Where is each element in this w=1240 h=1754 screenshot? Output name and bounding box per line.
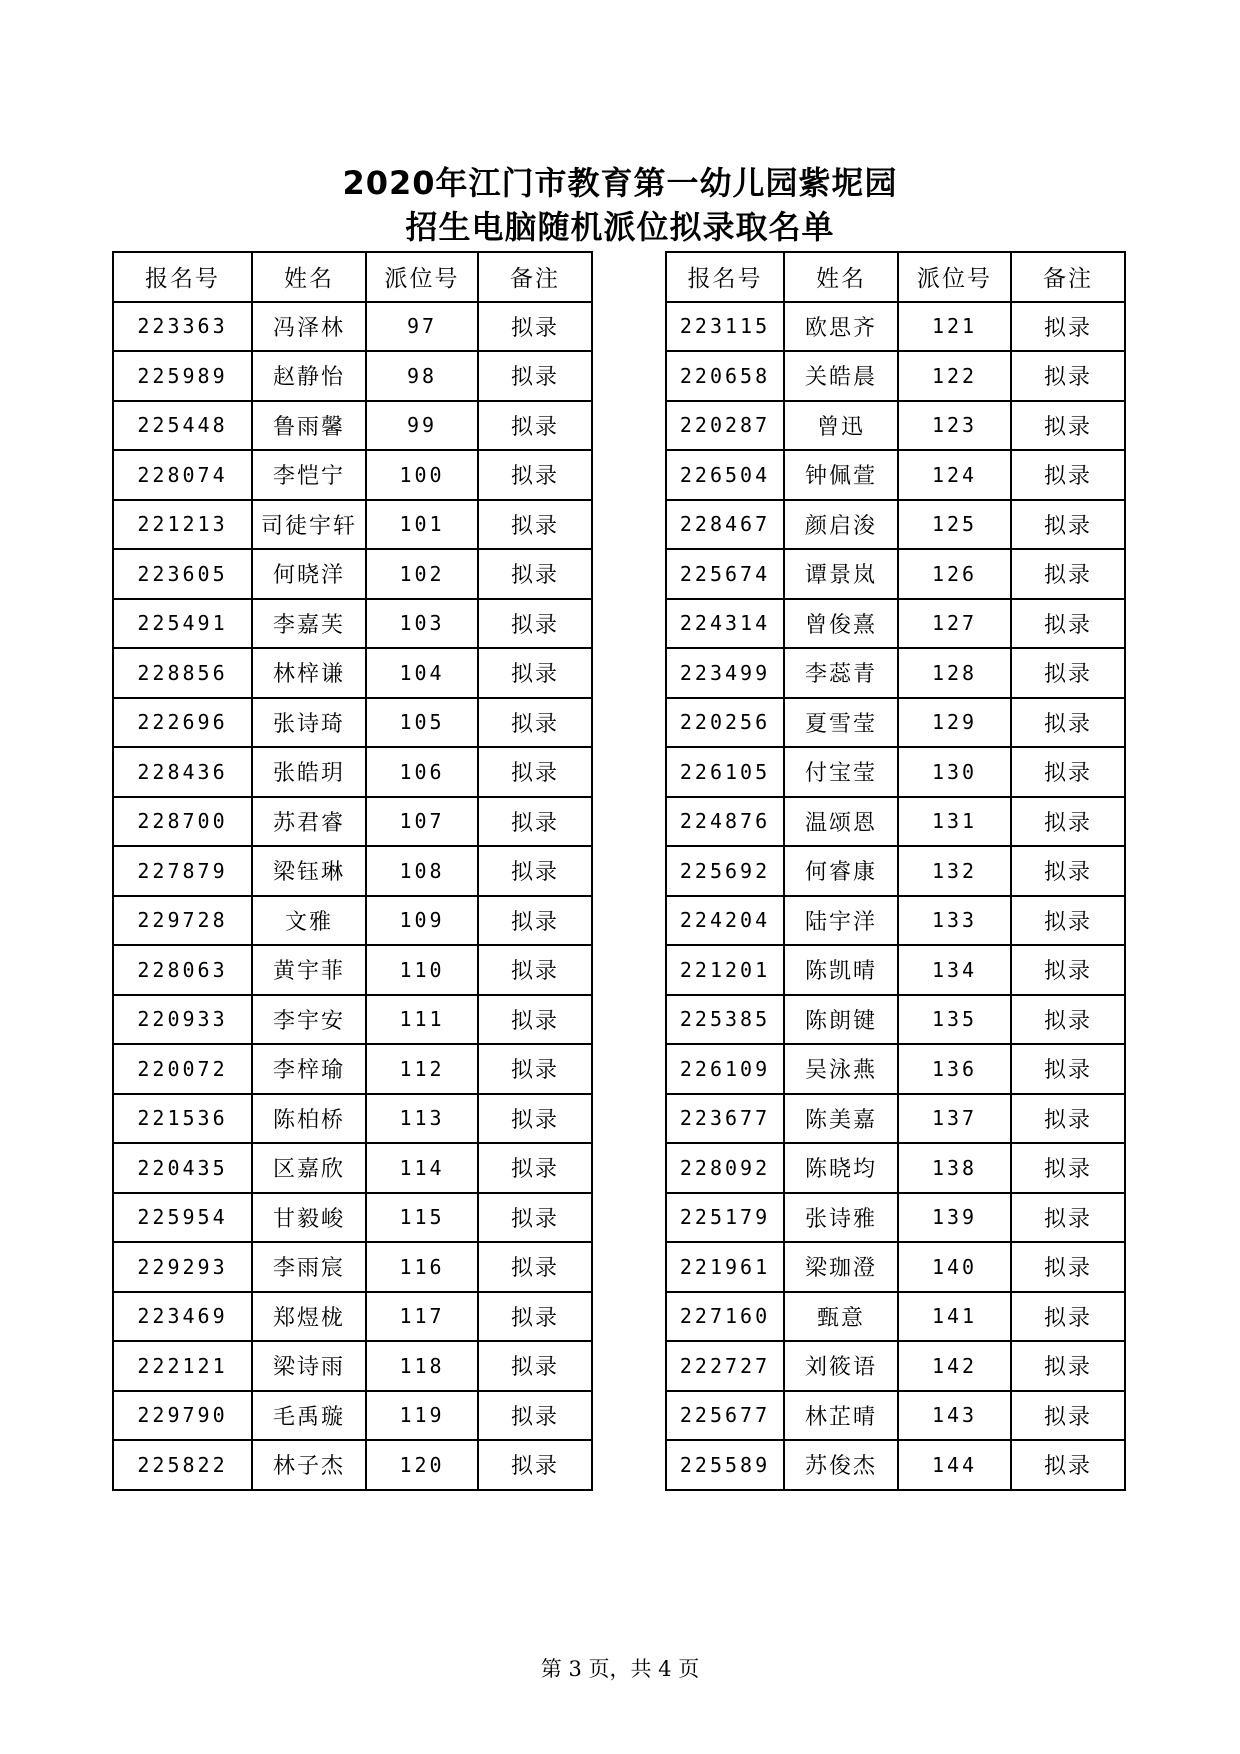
remark-cell: 拟录 (1011, 995, 1125, 1045)
name-cell: 梁珈澄 (784, 1242, 898, 1292)
table-row (113, 698, 592, 748)
registration-no-cell: 229728 (113, 896, 252, 946)
registration-no-cell: 226105 (666, 747, 784, 797)
remark-cell: 拟录 (1011, 1242, 1125, 1292)
registration-no-cell: 224876 (666, 797, 784, 847)
registration-no-cell: 223469 (113, 1292, 252, 1342)
remark-cell: 拟录 (1011, 599, 1125, 649)
remark-cell: 拟录 (478, 450, 592, 500)
lottery-no-cell: 118 (366, 1341, 478, 1391)
registration-no-cell: 220658 (666, 351, 784, 401)
registration-no-cell: 220435 (113, 1143, 252, 1193)
lottery-no-cell: 120 (366, 1440, 478, 1490)
name-cell: 陆宇洋 (784, 896, 898, 946)
registration-no-cell: 223363 (113, 302, 252, 352)
registration-no-cell: 223115 (666, 302, 784, 352)
lottery-no-cell: 110 (366, 945, 478, 995)
registration-no-cell: 225989 (113, 351, 252, 401)
table-row (113, 1143, 592, 1193)
remark-cell: 拟录 (478, 549, 592, 599)
lottery-no-cell: 132 (898, 846, 1011, 896)
name-cell: 毛禹璇 (252, 1391, 366, 1441)
name-cell: 林芷晴 (784, 1391, 898, 1441)
registration-no-cell: 224204 (666, 896, 784, 946)
remark-cell: 拟录 (1011, 401, 1125, 451)
lottery-no-cell: 122 (898, 351, 1011, 401)
remark-cell: 拟录 (1011, 1292, 1125, 1342)
lottery-no-cell: 99 (366, 401, 478, 451)
table-row (113, 500, 592, 550)
name-cell: 鲁雨馨 (252, 401, 366, 451)
remark-cell: 拟录 (1011, 747, 1125, 797)
table-row (113, 1440, 592, 1490)
name-cell: 谭景岚 (784, 549, 898, 599)
name-cell: 林子杰 (252, 1440, 366, 1490)
lottery-no-cell: 140 (898, 1242, 1011, 1292)
name-cell: 司徒宇轩 (252, 500, 366, 550)
table-row (113, 1292, 592, 1342)
lottery-no-cell: 142 (898, 1341, 1011, 1391)
name-cell: 李梓瑜 (252, 1044, 366, 1094)
lottery-no-cell: 115 (366, 1193, 478, 1243)
table-row (113, 1391, 592, 1441)
remark-cell: 拟录 (1011, 549, 1125, 599)
name-cell: 温颂恩 (784, 797, 898, 847)
page-footer: 第 3 页，共 4 页 (540, 1657, 700, 1681)
registration-no-cell: 229790 (113, 1391, 252, 1441)
remark-cell: 拟录 (1011, 1143, 1125, 1193)
remark-cell: 拟录 (1011, 797, 1125, 847)
remark-cell: 拟录 (1011, 351, 1125, 401)
registration-no-cell: 225674 (666, 549, 784, 599)
name-cell: 何晓洋 (252, 549, 366, 599)
remark-cell: 拟录 (478, 1341, 592, 1391)
remark-cell: 拟录 (478, 401, 592, 451)
table-row (666, 450, 1125, 500)
registration-no-cell: 225385 (666, 995, 784, 1045)
registration-no-cell: 225822 (113, 1440, 252, 1490)
registration-no-cell: 222696 (113, 698, 252, 748)
remark-cell: 拟录 (478, 846, 592, 896)
table-row (113, 1341, 592, 1391)
registration-no-cell: 228700 (113, 797, 252, 847)
table-row (666, 599, 1125, 649)
table-row (666, 648, 1125, 698)
name-cell: 冯泽林 (252, 302, 366, 352)
table-row (666, 896, 1125, 946)
page-title-line1: 2020年江门市教育第一幼儿园紫坭园 (342, 164, 898, 202)
remark-cell: 拟录 (478, 302, 592, 352)
table-row (113, 351, 592, 401)
registration-no-cell: 221201 (666, 945, 784, 995)
table-row (666, 1391, 1125, 1441)
registration-no-cell: 224314 (666, 599, 784, 649)
lottery-no-cell: 100 (366, 450, 478, 500)
table-row (113, 401, 592, 451)
table-row (666, 1341, 1125, 1391)
lottery-no-cell: 112 (366, 1044, 478, 1094)
lottery-no-cell: 108 (366, 846, 478, 896)
lottery-no-cell: 109 (366, 896, 478, 946)
registration-no-cell: 225179 (666, 1193, 784, 1243)
name-cell: 吴泳燕 (784, 1044, 898, 1094)
lottery-no-cell: 129 (898, 698, 1011, 748)
table-row (666, 846, 1125, 896)
name-cell: 曾俊熹 (784, 599, 898, 649)
lottery-no-cell: 138 (898, 1143, 1011, 1193)
lottery-no-cell: 128 (898, 648, 1011, 698)
table-row (113, 648, 592, 698)
name-cell: 陈凯晴 (784, 945, 898, 995)
lottery-no-cell: 103 (366, 599, 478, 649)
lottery-no-cell: 127 (898, 599, 1011, 649)
table-row (113, 302, 592, 352)
remark-cell: 拟录 (478, 1094, 592, 1144)
remark-cell: 拟录 (1011, 450, 1125, 500)
header-lottery-no: 派位号 (366, 252, 478, 302)
registration-no-cell: 225491 (113, 599, 252, 649)
registration-no-cell: 229293 (113, 1242, 252, 1292)
table-row (666, 1143, 1125, 1193)
remark-cell: 拟录 (1011, 945, 1125, 995)
lottery-no-cell: 105 (366, 698, 478, 748)
name-cell: 甄意 (784, 1292, 898, 1342)
name-cell: 李蕊青 (784, 648, 898, 698)
registration-no-cell: 223499 (666, 648, 784, 698)
lottery-no-cell: 130 (898, 747, 1011, 797)
lottery-no-cell: 97 (366, 302, 478, 352)
table-row (666, 351, 1125, 401)
remark-cell: 拟录 (478, 1242, 592, 1292)
name-cell: 黄宇菲 (252, 945, 366, 995)
remark-cell: 拟录 (478, 1391, 592, 1441)
table-row (666, 1193, 1125, 1243)
header-registration-no: 报名号 (113, 252, 252, 302)
remark-cell: 拟录 (478, 1044, 592, 1094)
remark-cell: 拟录 (478, 995, 592, 1045)
header-name: 姓名 (252, 252, 366, 302)
registration-no-cell: 221961 (666, 1242, 784, 1292)
lottery-no-cell: 117 (366, 1292, 478, 1342)
name-cell: 苏君睿 (252, 797, 366, 847)
table-row (666, 995, 1125, 1045)
remark-cell: 拟录 (1011, 1094, 1125, 1144)
lottery-no-cell: 114 (366, 1143, 478, 1193)
remark-cell: 拟录 (1011, 1341, 1125, 1391)
table-row (666, 302, 1125, 352)
lottery-no-cell: 98 (366, 351, 478, 401)
table-row (666, 401, 1125, 451)
lottery-no-cell: 107 (366, 797, 478, 847)
lottery-no-cell: 101 (366, 500, 478, 550)
lottery-no-cell: 136 (898, 1044, 1011, 1094)
lottery-no-cell: 144 (898, 1440, 1011, 1490)
registration-no-cell: 227160 (666, 1292, 784, 1342)
name-cell: 梁诗雨 (252, 1341, 366, 1391)
name-cell: 李恺宁 (252, 450, 366, 500)
name-cell: 陈晓均 (784, 1143, 898, 1193)
registration-no-cell: 228074 (113, 450, 252, 500)
header-remark: 备注 (478, 252, 592, 302)
lottery-no-cell: 106 (366, 747, 478, 797)
table-row (666, 945, 1125, 995)
lottery-no-cell: 125 (898, 500, 1011, 550)
registration-no-cell: 222727 (666, 1341, 784, 1391)
header-name: 姓名 (784, 252, 898, 302)
table-row (113, 450, 592, 500)
header-remark: 备注 (1011, 252, 1125, 302)
remark-cell: 拟录 (1011, 698, 1125, 748)
registration-no-cell: 222121 (113, 1341, 252, 1391)
table-row (113, 1193, 592, 1243)
remark-cell: 拟录 (1011, 1440, 1125, 1490)
remark-cell: 拟录 (478, 1292, 592, 1342)
lottery-no-cell: 116 (366, 1242, 478, 1292)
registration-no-cell: 228092 (666, 1143, 784, 1193)
remark-cell: 拟录 (478, 747, 592, 797)
right-admission-table (665, 251, 1126, 1491)
remark-cell: 拟录 (478, 648, 592, 698)
remark-cell: 拟录 (1011, 896, 1125, 946)
table-row (666, 1242, 1125, 1292)
name-cell: 张皓玥 (252, 747, 366, 797)
name-cell: 张诗琦 (252, 698, 366, 748)
table-row (666, 1044, 1125, 1094)
lottery-no-cell: 131 (898, 797, 1011, 847)
name-cell: 付宝莹 (784, 747, 898, 797)
registration-no-cell: 225677 (666, 1391, 784, 1441)
table-row (666, 500, 1125, 550)
table-header-row (113, 252, 592, 302)
header-lottery-no: 派位号 (898, 252, 1011, 302)
remark-cell: 拟录 (478, 1143, 592, 1193)
table-row (666, 698, 1125, 748)
registration-no-cell: 228063 (113, 945, 252, 995)
name-cell: 陈柏桥 (252, 1094, 366, 1144)
name-cell: 夏雪莹 (784, 698, 898, 748)
registration-no-cell: 223605 (113, 549, 252, 599)
table-row (666, 797, 1125, 847)
registration-no-cell: 226109 (666, 1044, 784, 1094)
registration-no-cell: 225692 (666, 846, 784, 896)
table-row (666, 549, 1125, 599)
remark-cell: 拟录 (1011, 648, 1125, 698)
table-row (113, 797, 592, 847)
registration-no-cell: 221536 (113, 1094, 252, 1144)
name-cell: 梁钰琳 (252, 846, 366, 896)
name-cell: 甘毅峻 (252, 1193, 366, 1243)
remark-cell: 拟录 (478, 945, 592, 995)
table-header-row (666, 252, 1125, 302)
remark-cell: 拟录 (1011, 1193, 1125, 1243)
name-cell: 文雅 (252, 896, 366, 946)
table-row (113, 549, 592, 599)
name-cell: 赵静怡 (252, 351, 366, 401)
remark-cell: 拟录 (478, 698, 592, 748)
registration-no-cell: 223677 (666, 1094, 784, 1144)
registration-no-cell: 228436 (113, 747, 252, 797)
lottery-no-cell: 143 (898, 1391, 1011, 1441)
name-cell: 区嘉欣 (252, 1143, 366, 1193)
name-cell: 钟佩萱 (784, 450, 898, 500)
table-row (666, 1440, 1125, 1490)
table-row (113, 747, 592, 797)
table-row (113, 896, 592, 946)
lottery-no-cell: 139 (898, 1193, 1011, 1243)
registration-no-cell: 227879 (113, 846, 252, 896)
name-cell: 关皓晨 (784, 351, 898, 401)
lottery-no-cell: 135 (898, 995, 1011, 1045)
lottery-no-cell: 113 (366, 1094, 478, 1144)
registration-no-cell: 226504 (666, 450, 784, 500)
name-cell: 李宇安 (252, 995, 366, 1045)
name-cell: 颜启浚 (784, 500, 898, 550)
table-row (113, 995, 592, 1045)
remark-cell: 拟录 (1011, 1391, 1125, 1441)
name-cell: 曾迅 (784, 401, 898, 451)
registration-no-cell: 228856 (113, 648, 252, 698)
registration-no-cell: 228467 (666, 500, 784, 550)
lottery-no-cell: 133 (898, 896, 1011, 946)
table-row (113, 1044, 592, 1094)
lottery-no-cell: 141 (898, 1292, 1011, 1342)
name-cell: 林梓谦 (252, 648, 366, 698)
name-cell: 李嘉芙 (252, 599, 366, 649)
table-row (666, 1094, 1125, 1144)
registration-no-cell: 220256 (666, 698, 784, 748)
lottery-no-cell: 137 (898, 1094, 1011, 1144)
lottery-no-cell: 102 (366, 549, 478, 599)
table-row (113, 846, 592, 896)
table-row (113, 599, 592, 649)
remark-cell: 拟录 (478, 599, 592, 649)
registration-no-cell: 225954 (113, 1193, 252, 1243)
remark-cell: 拟录 (478, 1193, 592, 1243)
name-cell: 欧思齐 (784, 302, 898, 352)
registration-no-cell: 220072 (113, 1044, 252, 1094)
table-row (666, 747, 1125, 797)
lottery-no-cell: 104 (366, 648, 478, 698)
remark-cell: 拟录 (478, 896, 592, 946)
registration-no-cell: 221213 (113, 500, 252, 550)
remark-cell: 拟录 (478, 351, 592, 401)
registration-no-cell: 225448 (113, 401, 252, 451)
lottery-no-cell: 126 (898, 549, 1011, 599)
lottery-no-cell: 119 (366, 1391, 478, 1441)
remark-cell: 拟录 (1011, 500, 1125, 550)
name-cell: 陈美嘉 (784, 1094, 898, 1144)
name-cell: 刘筱语 (784, 1341, 898, 1391)
table-row (113, 945, 592, 995)
name-cell: 李雨宸 (252, 1242, 366, 1292)
remark-cell: 拟录 (1011, 846, 1125, 896)
page-title-line2: 招生电脑随机派位拟录取名单 (405, 208, 835, 246)
left-admission-table (112, 251, 593, 1491)
remark-cell: 拟录 (1011, 1044, 1125, 1094)
name-cell: 陈朗键 (784, 995, 898, 1045)
lottery-no-cell: 124 (898, 450, 1011, 500)
lottery-no-cell: 134 (898, 945, 1011, 995)
lottery-no-cell: 123 (898, 401, 1011, 451)
name-cell: 张诗雅 (784, 1193, 898, 1243)
table-row (113, 1242, 592, 1292)
registration-no-cell: 220933 (113, 995, 252, 1045)
header-registration-no: 报名号 (666, 252, 784, 302)
remark-cell: 拟录 (478, 500, 592, 550)
registration-no-cell: 220287 (666, 401, 784, 451)
remark-cell: 拟录 (478, 797, 592, 847)
table-row (666, 1292, 1125, 1342)
name-cell: 何睿康 (784, 846, 898, 896)
name-cell: 苏俊杰 (784, 1440, 898, 1490)
name-cell: 郑煜栊 (252, 1292, 366, 1342)
remark-cell: 拟录 (1011, 302, 1125, 352)
lottery-no-cell: 111 (366, 995, 478, 1045)
remark-cell: 拟录 (478, 1440, 592, 1490)
table-row (113, 1094, 592, 1144)
registration-no-cell: 225589 (666, 1440, 784, 1490)
lottery-no-cell: 121 (898, 302, 1011, 352)
